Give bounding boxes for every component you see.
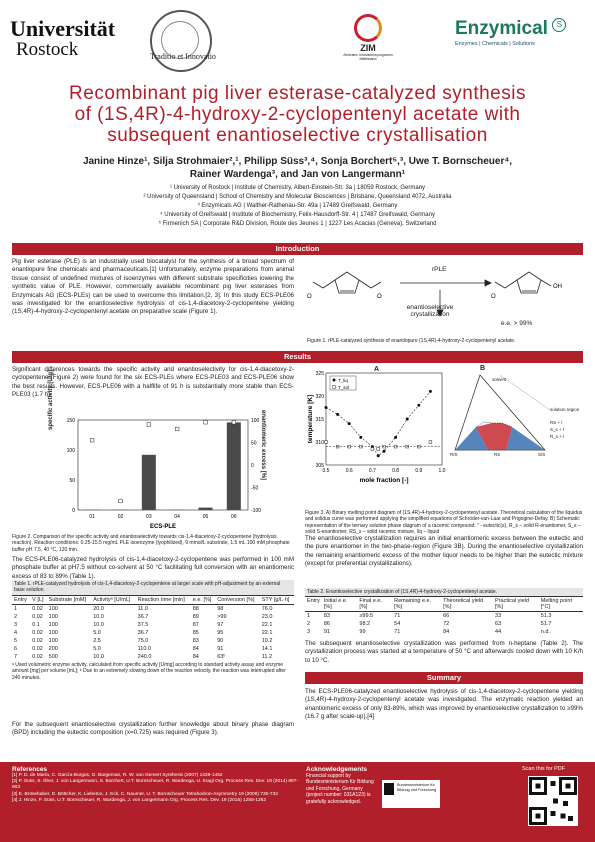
table-cell: 4: [14, 629, 18, 636]
title-line-2: of (1S,4R)-4-hydroxy-2-cyclopentenyl acetate with: [74, 104, 521, 125]
table-header-cell: Melting point [°C]: [539, 597, 583, 612]
table-cell: 63: [495, 621, 502, 628]
plot-frame: [78, 420, 248, 510]
table-cell: ≥99.5: [359, 613, 374, 620]
legend-label: T_sol: [338, 385, 350, 390]
table-cell: 23.0: [261, 613, 273, 620]
solidus-point: [429, 441, 432, 444]
table-cell: 0.02: [32, 613, 43, 620]
y2-tick-label: -100: [251, 508, 262, 514]
liquidus-point: [348, 422, 351, 425]
x-tick-label: 01: [89, 514, 95, 520]
activity-bar: [142, 455, 156, 510]
table-cell: 10.0: [93, 613, 104, 620]
table-cell: 51.3: [540, 613, 552, 620]
qr-code-icon[interactable]: [528, 776, 578, 826]
table-cell: 76.0: [261, 605, 273, 612]
table-cell: 110.0: [137, 645, 152, 652]
y2-tick-label: 0: [251, 463, 254, 469]
table-cell: 84: [192, 653, 199, 660]
liquidus-point: [359, 436, 362, 439]
x-tick-label: 0.9: [415, 468, 423, 474]
results-text-1: Significant differences towards the specific activity and enantioselectivity for cis-1,4-diacetoxy-2-cyclopentene (Figure 2) were found for the six ECS-PLEs where ECS-PLE03 and ECS-PLE06 show the best results. However, ECS-PLE06 with a halflife of 91 h is substantially more stable than ECS-PLE03 (1.7 h).: [12, 366, 294, 399]
affiliation: ³ Enzymicals AG | Walther-Rathenau-Str. 49a | 17489 Greifswald, Germany: [197, 203, 398, 209]
section-header-results: Results: [12, 351, 583, 363]
bmbf-logo: [382, 780, 440, 808]
solidus-point: [325, 441, 328, 444]
table-cell: 72: [443, 621, 450, 628]
zim-title: ZIM: [360, 43, 376, 53]
bmbf-eagle-icon: [384, 783, 394, 795]
table-cell: 83: [192, 637, 199, 644]
authors-line-2: Rainer Wardenga³, and Jan von Langermann¹: [189, 169, 406, 180]
enzymicals-name: Enzymical: [455, 18, 548, 39]
x-tick-label: 03: [146, 514, 152, 520]
ternary-label-rs-l: RS + l: [550, 420, 563, 425]
university-name-line1: Universität: [10, 16, 116, 41]
x-axis-label: ECS-PLE: [149, 524, 177, 530]
table-cell: 10.0: [93, 621, 104, 628]
table-cell: 97: [217, 621, 224, 628]
table-cell: 3: [14, 621, 18, 628]
y-tick-label: 150: [66, 418, 75, 424]
y-tick-label: 100: [66, 448, 75, 454]
figure-3a-chart: [304, 365, 446, 505]
section-header-introduction: Introduction: [12, 243, 583, 255]
table-cell: 71: [394, 629, 401, 636]
x-tick-label: 02: [117, 514, 124, 520]
table-cell: 11.2: [261, 653, 273, 660]
table-cell: 44: [495, 629, 502, 636]
zim-subtitle: Zentrales Innovationsprogramm Mittelstand: [343, 53, 393, 61]
table-cell: 63ᵇ: [217, 653, 226, 660]
section-header-summary: Summary: [305, 672, 583, 684]
enzymicals-tagline: Enzymes | Chemicals | Solutions: [455, 41, 535, 47]
table-cell: 2: [307, 621, 311, 628]
table-cell: 10.0: [93, 653, 104, 660]
table-header-cell: Final e.e. [%]: [357, 597, 392, 612]
table-cell: 6: [14, 645, 18, 652]
table-header-cell: Remaining e.e. [%]: [392, 597, 441, 612]
table-1-footnote: ᵃ Used volumetric enzyme activity, calculated from specific activity [U/mg] according to standard activity assay and enzyme amount [mg] per volume [mL]; ᵇ Due to an extremely slowing down of the reaction velocity, the reaction was interrupted after 240 minutes.: [12, 661, 286, 681]
table-cell: 0.02: [32, 605, 43, 612]
activity-bar: [199, 508, 213, 510]
ee-point: [90, 438, 94, 442]
ee-point: [147, 423, 151, 427]
y-tick-label: 315: [315, 417, 324, 423]
table-header-cell: STY [g/L·h]: [260, 595, 294, 604]
table-row: [12, 645, 294, 653]
table-cell: 98.2: [359, 621, 371, 628]
table-cell: 84: [443, 629, 450, 636]
references-block: [12, 766, 302, 804]
table-header-cell: Initial e.e. [%]: [322, 597, 358, 612]
table-cell: 100: [48, 637, 58, 644]
liquidus-point: [394, 436, 397, 439]
table-cell: 0.02: [32, 629, 43, 636]
table-cell: 33: [495, 613, 502, 620]
university-name-line2: Rostock: [16, 39, 79, 60]
table-cell: 36.7: [137, 629, 149, 636]
activity-bar: [227, 422, 241, 510]
table-cell: 0.1: [32, 621, 40, 628]
qr-pattern: [528, 776, 578, 826]
title-line-3: subsequent enantioselective crystallisation: [107, 125, 488, 146]
liquidus-point: [406, 418, 409, 421]
affiliation: ⁵ Firmenich SA | Corporate R&D Division, Route des Jeunes 1 | 1227 Les Acacias (Geneva), Switzerland: [158, 221, 437, 227]
table-row: [12, 613, 294, 621]
melting-point-diagram: [304, 365, 446, 505]
university-logo: [10, 18, 140, 60]
x-tick-label: 0.6: [345, 468, 353, 474]
table-cell: 98: [217, 605, 224, 612]
table-cell: 5.0: [93, 629, 101, 636]
y2-tick-label: -50: [251, 485, 259, 492]
ternary-label-solvent: solvent: [492, 377, 507, 382]
ternary-label-s: S/S: [538, 452, 546, 457]
fig2-y2label: enantiomeric excess [%]: [260, 410, 266, 481]
table-cell: 54: [394, 621, 401, 628]
ee-point: [119, 499, 123, 503]
solidus-point: [371, 448, 374, 451]
table-cell: 2: [14, 613, 18, 620]
ternary-label-rs: R_s + l: [550, 434, 565, 439]
y2-tick-label: 50: [251, 440, 257, 447]
x-tick-label: 1.0: [438, 468, 446, 474]
table-cell: 20.0: [93, 605, 104, 612]
references-title: References: [12, 766, 48, 773]
y-tick-label: 305: [315, 463, 324, 469]
y-tick-label: 310: [315, 440, 324, 446]
introduction-text: Pig liver esterase (PLE) is an industrially used biocatalyst for the synthesis of a broad spectrum of enantiopure fine chemicals and pharmaceuticals.[1] Unfortunately, enzyme preparations from animal tissue consist of undefined mixtures of isoenzymes with different substrate specificities lowering the synthetic value of PLE. However, commercially available recombinant pig liver esterases from Enzymicals AG (ECS-PLEs) can be used to overcome this limitation.[2, 3]. In this study ECS-PLE06 was investigated for the enantioselective hydrolysis of cis-1,4-diacetoxy-2-cyclopentene yielding (1S,4R)-4-hydroxy-2-cyclopentenyl acetate on preparative scale (Figure 1).: [12, 258, 294, 316]
table-cell: 14.1: [261, 645, 273, 652]
table-cell: 10.2: [261, 637, 273, 644]
table-cell: 22.1: [261, 621, 273, 628]
table-header-cell: Substrate [mM]: [47, 595, 92, 604]
table-cell: n.d.: [540, 629, 550, 636]
table-cell: 0.02: [32, 637, 43, 644]
activity-ee-chart: [58, 414, 278, 532]
affiliation: ¹ University of Rostock | Institute of Chemistry, Albert-Einstein-Str. 3a | 18059 Rostock, Germany: [169, 185, 426, 191]
reference-item: [1] P. D. de María, C. García-Burgos, G. Bargeman, R. W. van Gemert Synthesis (2007) 1439-1452: [12, 773, 223, 778]
table-row: [12, 637, 294, 645]
y-tick-label: 320: [315, 394, 324, 400]
university-motto: Traditio et Innovatio: [150, 52, 216, 61]
zim-logo: [343, 14, 393, 61]
table-cell: 240.0: [137, 653, 152, 660]
figure-3b-ternary: [450, 365, 585, 460]
table-header-cell: Entry: [12, 595, 30, 604]
x-tick-label: 06: [231, 514, 237, 520]
table-cell: 66: [443, 613, 450, 620]
table-header-cell: Theoretical yield [%]: [441, 597, 493, 612]
table-cell: 1: [14, 605, 18, 612]
affiliation: ⁴ University of Greifswald | Institute of Biochemistry, Felix-Hausdorff-Str. 4 | 17487 Greifswald, Germany: [160, 212, 435, 218]
table-2: [305, 588, 583, 636]
title-line-1: Recombinant pig liver esterase-catalyzed synthesis: [69, 83, 526, 104]
liquidus-point: [336, 413, 339, 416]
table-cell: 91: [217, 645, 224, 652]
table-header-cell: Activityᵃ [U/mL]: [91, 595, 135, 604]
table-cell: 85: [192, 629, 199, 636]
table-cell: 89: [192, 613, 199, 620]
acknowledgements-text: Financial support by Bundesministerium für Bildung und Forschung, Germany (project number: 031A123) is gratefully acknowledged.: [306, 773, 374, 805]
table-cell: 11.0: [137, 605, 148, 612]
table-cell: 5: [14, 637, 18, 644]
table-cell: 5.0: [93, 645, 101, 652]
table-cell: 7: [14, 653, 18, 660]
liquidus-point: [383, 450, 386, 453]
table-header-cell: Practical yield [%]: [493, 597, 539, 612]
table-cell: 87: [192, 621, 199, 628]
x-tick-label: 05: [202, 514, 209, 520]
table-cell: 100: [48, 629, 58, 636]
table-cell: 0.02: [32, 653, 43, 660]
ternary-label-ss-l: S_s + l: [550, 427, 564, 432]
svg-text:O: O: [491, 294, 496, 300]
liquidus-line: [326, 391, 430, 455]
table-cell: 84: [192, 645, 199, 652]
figure-1-caption: Figure 1. rPLE-catalyzed synthesis of enantiopure (1S,4R)-4-hydroxy-2-cyclopentenyl acetate.: [307, 338, 516, 344]
results-text-4: The enantioselective crystallization requires an initial enantiomeric excess between the eutectic and the pure enantiomer in the two-phase-region (Figure 3B). During the enantioselective crystallization the remaining enantiomeric excess of the mother liquor needs to be higher than the eutectic mixture (except for preferential crystallizations).: [305, 535, 583, 568]
legend-marker-liq: [333, 379, 336, 382]
figure-2-chart: [58, 414, 278, 532]
table-row: [305, 620, 583, 628]
y-tick-label: 0: [72, 508, 75, 514]
table-cell: 91: [323, 629, 330, 636]
reference-item: [4] J. Hinze, P. Süss, U.T. Bornscheuer, R. Wardenga, J. von Langermann Org. Process Res. Dev. 19 (2016) 1258-1262: [12, 797, 267, 803]
table-row: [305, 612, 583, 621]
fig2-ylabel: specific activity [U/g]: [48, 369, 54, 430]
table-cell: 1: [307, 613, 311, 620]
enzyme-label: rPLE: [432, 266, 447, 273]
figure-3-caption: Figure 3. A) Binary melting point diagram of (1S,4R)-4-hydroxy-2-cyclopentenyl acetate. Theoretical calculation of the liquidus and solidus curve was performed applying the simplified equations of Schröder-van-Laar and Prigogine-Defay. B) Schematic representation of the ternary solution phase diagram of a racemic compound: “ - eutectic(s), R_s – solid R-enantiomer, S_s – solid S-enantiomer, RS_s – solid racemic mixture, l/q – liquid: [305, 510, 583, 536]
reference-item: [2] P. Süss, S. Illner, J. von Langermann, S. Borchert, U.T. Bornscheuer, R. Wardenga, U. Kragl Org. Process Res. Dev. 18 (2014) 897-903: [12, 779, 298, 791]
solidus-point: [377, 448, 380, 451]
ee-point: [204, 420, 208, 424]
table-2-caption: Table 2. Enantioselective crystallization of (1S,4R)-4-hydroxy-2-cyclopentenyl acetate.: [305, 588, 583, 596]
table-cell: 95: [217, 629, 224, 636]
panel-b-label: B: [480, 365, 486, 372]
bmbf-name: Bundesministerium für Bildung und Forschung: [397, 783, 437, 792]
table-cell: 83: [323, 613, 330, 620]
table-header-cell: V [L]: [30, 595, 47, 604]
x-axis-label: mole fraction [-]: [359, 477, 409, 484]
table-row: [12, 629, 294, 637]
table-row: [12, 653, 294, 661]
affiliations: [30, 184, 565, 229]
table-cell: 500: [48, 653, 58, 660]
liquidus-point: [325, 406, 328, 409]
ternary-label-r: R/S: [450, 452, 458, 457]
summary-text: The ECS-PLE06-catalyzed enantioselective hydrolysis of cis-1,4-diacetoxy-2-cyclopentene yielding (1S,4R)-4-hydroxy-2-cyclopentenyl acetate was investigated. The enzymatic reaction yielded an enantiomeric excess of only 83-89%, which was improved by enantioselective crystallization to ≥99% (16.7 g after scale-up).[4]: [305, 688, 583, 721]
panel-a-label: A: [374, 366, 380, 373]
table-cell: 100: [48, 605, 58, 612]
authors-line-1: Janine Hinze¹, Silja Strohmaier²,¹, Philipp Süss³,⁴, Sonja Borchert⁵,³, Uwe T. Bornscheuer⁴,: [82, 156, 513, 167]
y2-tick-label: 100: [251, 418, 260, 424]
table-row: [12, 621, 294, 629]
ee-point: [175, 427, 179, 431]
ee-label: e.e. > 99%: [501, 320, 533, 327]
table-cell: 99: [359, 629, 366, 636]
table-header-cell: Entry: [305, 597, 322, 612]
x-tick-label: 04: [174, 514, 180, 520]
legend-marker-sol: [333, 386, 336, 389]
y-axis-label: temperature [K]: [307, 394, 314, 444]
crystallization-label: enantioselective crystallization: [406, 304, 454, 318]
x-tick-label: 0.8: [392, 468, 400, 474]
reaction-scheme: [305, 258, 585, 343]
table-1: [12, 580, 294, 681]
university-seal-icon: [150, 10, 212, 72]
table-header-cell: Reaction time [min]: [136, 595, 191, 604]
table-cell: 22.1: [261, 629, 273, 636]
table-cell: 3: [307, 629, 311, 636]
table-header-cell: Conversion [%]: [215, 595, 260, 604]
svg-text:O: O: [377, 294, 382, 300]
table-cell: 36.7: [137, 613, 149, 620]
table-cell: 90: [217, 637, 224, 644]
table-header-cell: e.e. [%]: [191, 595, 215, 604]
table-1-caption: Table 1. rPLE-catalyzed hydrolysis of cis-1,4-diacetoxy-2-cyclopentene at larger scale with pH-adjustment by an external base solution.: [12, 580, 294, 595]
table-row: [12, 604, 294, 613]
table-cell: 51.7: [540, 621, 552, 628]
ternary-phase-diagram: [450, 365, 585, 460]
table-cell: 200: [48, 645, 58, 652]
ee-point: [232, 420, 236, 424]
table-cell: 100: [48, 613, 58, 620]
x-tick-label: 0.7: [368, 468, 376, 474]
liquidus-point: [429, 390, 432, 393]
legend-label: T_liq: [338, 378, 348, 383]
svg-text:OH: OH: [553, 284, 562, 290]
table-cell: >99: [217, 613, 227, 620]
table-cell: 0.02: [32, 645, 43, 652]
results-text-2: The ECS-PLE06-catalyzed hydrolysis of cis-1,4-diacetoxy-2-cyclopentene was performed in 100 mM phosphate buffer at pH7.5 without co-solvent at 50 °C facilitating full conversion with an enantiomeric excess of 83 to 89% (Table 1).: [12, 556, 294, 580]
results-text-3: For the subsequent enantioselective crystallization further knowledge about binary phase diagram (BPD) including the eutectic composition (x=0.725) was required (Figure 3).: [12, 721, 294, 737]
table-2-grid: [305, 596, 583, 636]
figure-2-caption: Figure 2. Comparison of the specific activity and enantioselectivity towards cis-1,4-diacetoxy-2-cyclopentene (hydrolysis reaction). Reaction conditions: 0.25-15.5 mg/mL PLE isoenzyme (lyophilized), 9 mmol/L substrate, 1.5 mL 100 mM phosphate buffer pH 7.5, 40 °C, 120 min.: [12, 534, 290, 553]
table-cell: 88: [192, 605, 199, 612]
table-cell: 37.5: [137, 621, 149, 628]
liquidus-point: [377, 454, 380, 457]
svg-text:O: O: [307, 294, 312, 300]
results-text-5: The subsequent enantioselective crystallization was performed from n-heptane (Table 2). The crystallization process was started at a temperature of 50 °C and afterwards cooled down with 10 K/h to 10 °C.: [305, 640, 583, 664]
poster-title: [30, 83, 565, 146]
liquidus-point: [417, 404, 420, 407]
acknowledgements-title: Acknowledgements: [306, 766, 368, 773]
enzymicals-s-icon: S: [552, 18, 566, 32]
table-row: [305, 628, 583, 636]
x-tick-label: 0.5: [322, 468, 330, 474]
table-cell: 100: [48, 621, 58, 628]
enzymicals-logo: [455, 18, 585, 47]
table-1-grid: [12, 595, 294, 661]
table-cell: 71: [394, 613, 401, 620]
ternary-label-center: RS: [494, 452, 501, 457]
author-list: [30, 155, 565, 181]
ternary-label-solution: solution region: [550, 407, 580, 412]
table-cell: 2.5: [93, 637, 101, 644]
table-cell: 86: [323, 621, 330, 628]
reference-item: [3] E. Brüsehaber, D. Böttcher, K. Liebeton, J. Eck, C. Naumer, U. T. Bornscheuer Tetrahedron-Asymmetry 19 (2008) 730-732: [12, 791, 278, 797]
zim-logo-icon: [354, 14, 382, 42]
table-cell: 75.0: [137, 637, 149, 644]
y-tick-label: 50: [69, 478, 75, 484]
y-tick-label: 325: [315, 371, 324, 377]
pdf-label: Scan this for PDF: [522, 766, 566, 772]
affiliation: ² University of Queensland | School of Chemistry and Molecular Biosciences | Brisbane, Queensland 4072, Australia: [143, 194, 452, 200]
